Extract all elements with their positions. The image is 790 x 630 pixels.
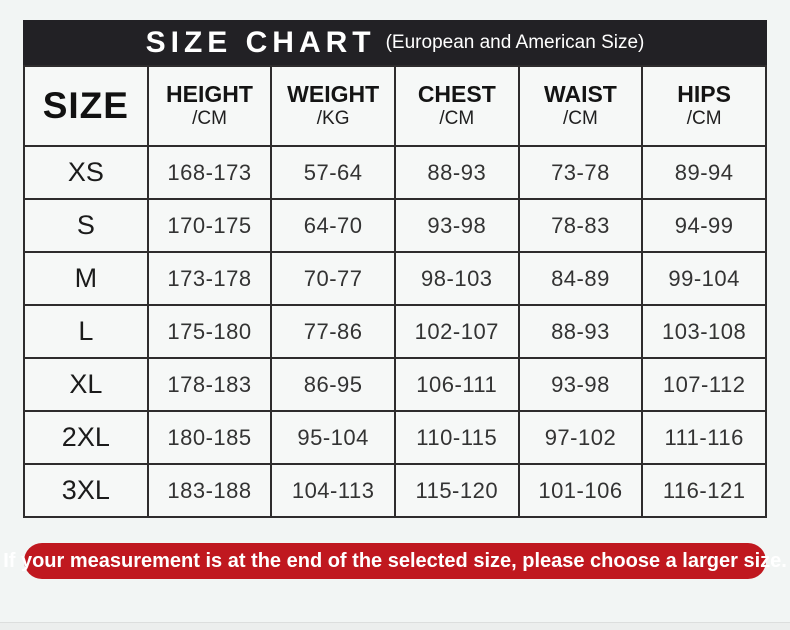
value-cell: 180-185 xyxy=(148,411,272,464)
value-cell: 99-104 xyxy=(642,252,766,305)
value-cell: 168-173 xyxy=(148,146,272,199)
column-header-height xyxy=(148,66,272,146)
size-note-text: If your measurement is at the end of the selected size, please choose a larger size. xyxy=(3,549,787,572)
value-cell: 88-93 xyxy=(395,146,519,199)
value-cell: 111-116 xyxy=(642,411,766,464)
column-header-height-unit: /CM xyxy=(192,107,227,129)
size-cell: L xyxy=(24,305,148,358)
value-cell: 88-93 xyxy=(519,305,643,358)
value-cell: 57-64 xyxy=(271,146,395,199)
value-cell: 84-89 xyxy=(519,252,643,305)
value-cell: 175-180 xyxy=(148,305,272,358)
value-cell: 103-108 xyxy=(642,305,766,358)
value-cell: 178-183 xyxy=(148,358,272,411)
column-header-weight-unit: /KG xyxy=(316,107,350,129)
value-cell: 95-104 xyxy=(271,411,395,464)
table-row-l xyxy=(24,305,766,358)
page-title: SIZE CHART xyxy=(145,25,376,59)
value-cell: 107-112 xyxy=(642,358,766,411)
table-row-xs xyxy=(24,146,766,199)
column-header-hips-label: HIPS xyxy=(677,81,731,108)
column-header-waist xyxy=(519,66,643,146)
column-header-waist-unit: /CM xyxy=(563,107,598,129)
size-note-banner xyxy=(3,543,787,579)
value-cell: 93-98 xyxy=(519,358,643,411)
column-header-size xyxy=(24,66,148,146)
value-cell: 78-83 xyxy=(519,199,643,252)
value-cell: 106-111 xyxy=(395,358,519,411)
value-cell: 97-102 xyxy=(519,411,643,464)
value-cell: 115-120 xyxy=(395,464,519,517)
table-row-3xl xyxy=(24,464,766,517)
size-chart-title-bar xyxy=(23,20,767,65)
column-header-weight xyxy=(271,66,395,146)
value-cell: 73-78 xyxy=(519,146,643,199)
size-cell: 2XL xyxy=(24,411,148,464)
value-cell: 110-115 xyxy=(395,411,519,464)
table-row-xl xyxy=(24,358,766,411)
size-cell: XL xyxy=(24,358,148,411)
table-row-2xl xyxy=(24,411,766,464)
column-header-size-label: SIZE xyxy=(42,85,129,126)
table-row-s xyxy=(24,199,766,252)
value-cell: 102-107 xyxy=(395,305,519,358)
value-cell: 64-70 xyxy=(271,199,395,252)
value-cell: 93-98 xyxy=(395,199,519,252)
size-cell: M xyxy=(24,252,148,305)
value-cell: 183-188 xyxy=(148,464,272,517)
column-header-height-label: HEIGHT xyxy=(166,81,253,108)
value-cell: 173-178 xyxy=(148,252,272,305)
column-header-hips xyxy=(642,66,766,146)
table-row-m xyxy=(24,252,766,305)
column-header-chest-label: CHEST xyxy=(417,81,496,108)
value-cell: 70-77 xyxy=(271,252,395,305)
column-header-hips-unit: /CM xyxy=(686,107,722,129)
size-chart-table xyxy=(23,65,767,518)
value-cell: 86-95 xyxy=(271,358,395,411)
table-body xyxy=(24,146,766,517)
value-cell: 101-106 xyxy=(519,464,643,517)
page-subtitle: (European and American Size) xyxy=(385,31,645,53)
column-header-chest-unit: /CM xyxy=(439,107,475,129)
value-cell: 104-113 xyxy=(271,464,395,517)
size-cell: XS xyxy=(24,146,148,199)
table-header-row xyxy=(24,66,766,146)
size-cell: S xyxy=(24,199,148,252)
value-cell: 98-103 xyxy=(395,252,519,305)
column-header-waist-label: WAIST xyxy=(544,81,617,108)
value-cell: 116-121 xyxy=(642,464,766,517)
value-cell: 89-94 xyxy=(642,146,766,199)
table-header xyxy=(24,66,766,146)
column-header-chest xyxy=(395,66,519,146)
column-header-weight-label: WEIGHT xyxy=(287,81,380,108)
value-cell: 77-86 xyxy=(271,305,395,358)
value-cell: 170-175 xyxy=(148,199,272,252)
size-cell: 3XL xyxy=(24,464,148,517)
value-cell: 94-99 xyxy=(642,199,766,252)
